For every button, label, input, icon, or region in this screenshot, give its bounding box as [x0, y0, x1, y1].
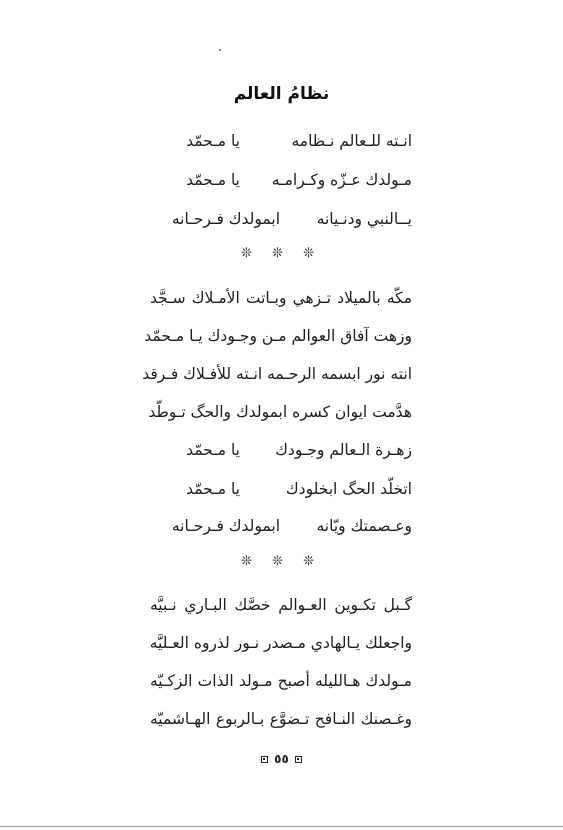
poem-title: نظامُ العالم [233, 84, 330, 104]
poem-line: مـولدك هـالليله أصبح مـولد الذات الزكـيّه [150, 672, 412, 690]
couplet-left-hemistich: يا مـحمّد [186, 480, 240, 498]
couplet-left-hemistich: يا مـحمّد [186, 441, 240, 459]
page-footer [0, 752, 563, 766]
stanza-separator: ❊ ❊ ❊ [241, 554, 322, 569]
couplet-right-hemistich: مـولدك عـزّه وكـرامـه [271, 171, 412, 189]
poem-line: وزهت آفاق العوالم مـن وجـودك يـا مـحمّد [144, 327, 412, 345]
couplet-right-hemistich: زهـرة الـعالم وجـودك [275, 441, 412, 459]
couplet-right-hemistich: وعـصمتك ويّانه [316, 517, 412, 535]
poem-line: واجعلك يـالهادي مـصدر نـور لذروه العـليَّه [149, 634, 412, 652]
poem-line: گـبل تكـوين العـوالم خصَّك البـاري نـبيَّه [150, 596, 412, 614]
couplet-left-hemistich: يا مـحمّد [186, 171, 240, 189]
poem-line: وغـصنك النـافح تـضوَّع بـالربوع الهـاشميّه [150, 710, 412, 728]
square-ornament-icon [261, 756, 268, 763]
poem-line: مكّه بالميلاد تـزهي وبـاتت الأمـلاك سـجَّد [150, 289, 412, 307]
square-ornament-icon [295, 756, 302, 763]
couplet-left-hemistich: ابمولدك فـرحـانه [171, 517, 280, 535]
couplet-right-hemistich: يــالنبي ودنـيانه [316, 210, 412, 228]
poem-line: هدَّمت ايوان كسره ابمولدك والحگ تـوطّد [148, 403, 412, 421]
couplet-left-hemistich: ابمولدك فـرحـانه [171, 210, 280, 228]
couplet-left-hemistich: يا مـحمّد [186, 132, 240, 150]
page-number: ٥٥ [274, 752, 289, 766]
couplet-right-hemistich: انـته للـعالم نـظامه [291, 132, 412, 150]
couplet-right-hemistich: اتخلّد الحگ ابخلودك [285, 480, 412, 498]
page-edge-rule [0, 826, 563, 827]
ink-speck [219, 49, 221, 51]
poem-line: انته نور ابسمه الرحـمه انـته للأفـلاك فـرقد [142, 365, 412, 383]
stanza-separator: ❊ ❊ ❊ [241, 246, 322, 261]
